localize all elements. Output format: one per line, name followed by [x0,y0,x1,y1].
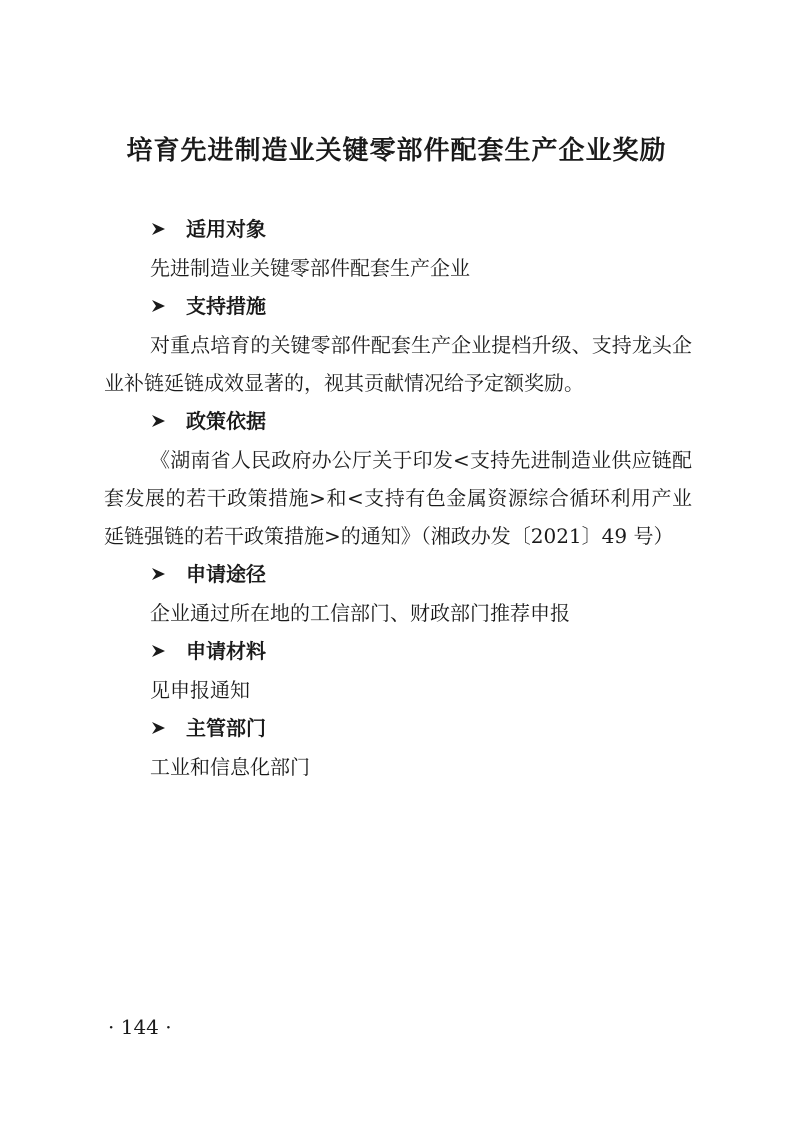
section-heading-application-materials [104,632,692,671]
section-heading-label: 支持措施 [186,294,266,318]
content-body [104,210,692,786]
section-text-applicable-objects: 先进制造业关键零部件配套生产企业 [150,256,470,280]
section-text-application-channel: 企业通过所在地的工信部门、财政部门推荐申报 [150,601,570,625]
arrowhead-bullet-icon [150,643,166,659]
page-title: 培育先进制造业关键零部件配套生产企业奖励 [126,136,667,166]
section-heading-competent-department [104,709,692,748]
section-heading-label: 政策依据 [186,409,266,433]
arrowhead-bullet-icon [150,298,166,314]
arrowhead-bullet-icon [150,720,166,736]
arrowhead-bullet-icon [150,566,166,582]
arrowhead-bullet-icon [150,413,166,429]
section-heading-application-channel [104,555,692,594]
section-text-competent-department: 工业和信息化部门 [150,755,310,779]
section-text-support-measures: 对重点培育的关键零部件配套生产企业提档升级、支持龙头企业补链延链成效显著的，视其贡献情况给予定额奖励。 [104,333,692,395]
section-heading-label: 申请途径 [186,562,266,586]
section-heading-policy-basis [104,402,692,441]
section-heading-applicable-objects [104,210,692,249]
section-text-policy-basis: 《湖南省人民政府办公厅关于印发<支持先进制造业供应链配套发展的若干政策措施>和<支持有色金属资源综合循环利用产业延链强链的若干政策措施>的通知》（湘政办发〔2021〕49 号） [104,448,692,548]
section-text-application-materials: 见申报通知 [150,678,250,702]
section-heading-support-measures [104,287,692,326]
arrowhead-bullet-icon [150,221,166,237]
page-number: · 144 · [108,1015,172,1039]
section-heading-label: 主管部门 [186,716,266,740]
section-heading-label: 适用对象 [186,217,266,241]
section-heading-label: 申请材料 [186,639,266,663]
